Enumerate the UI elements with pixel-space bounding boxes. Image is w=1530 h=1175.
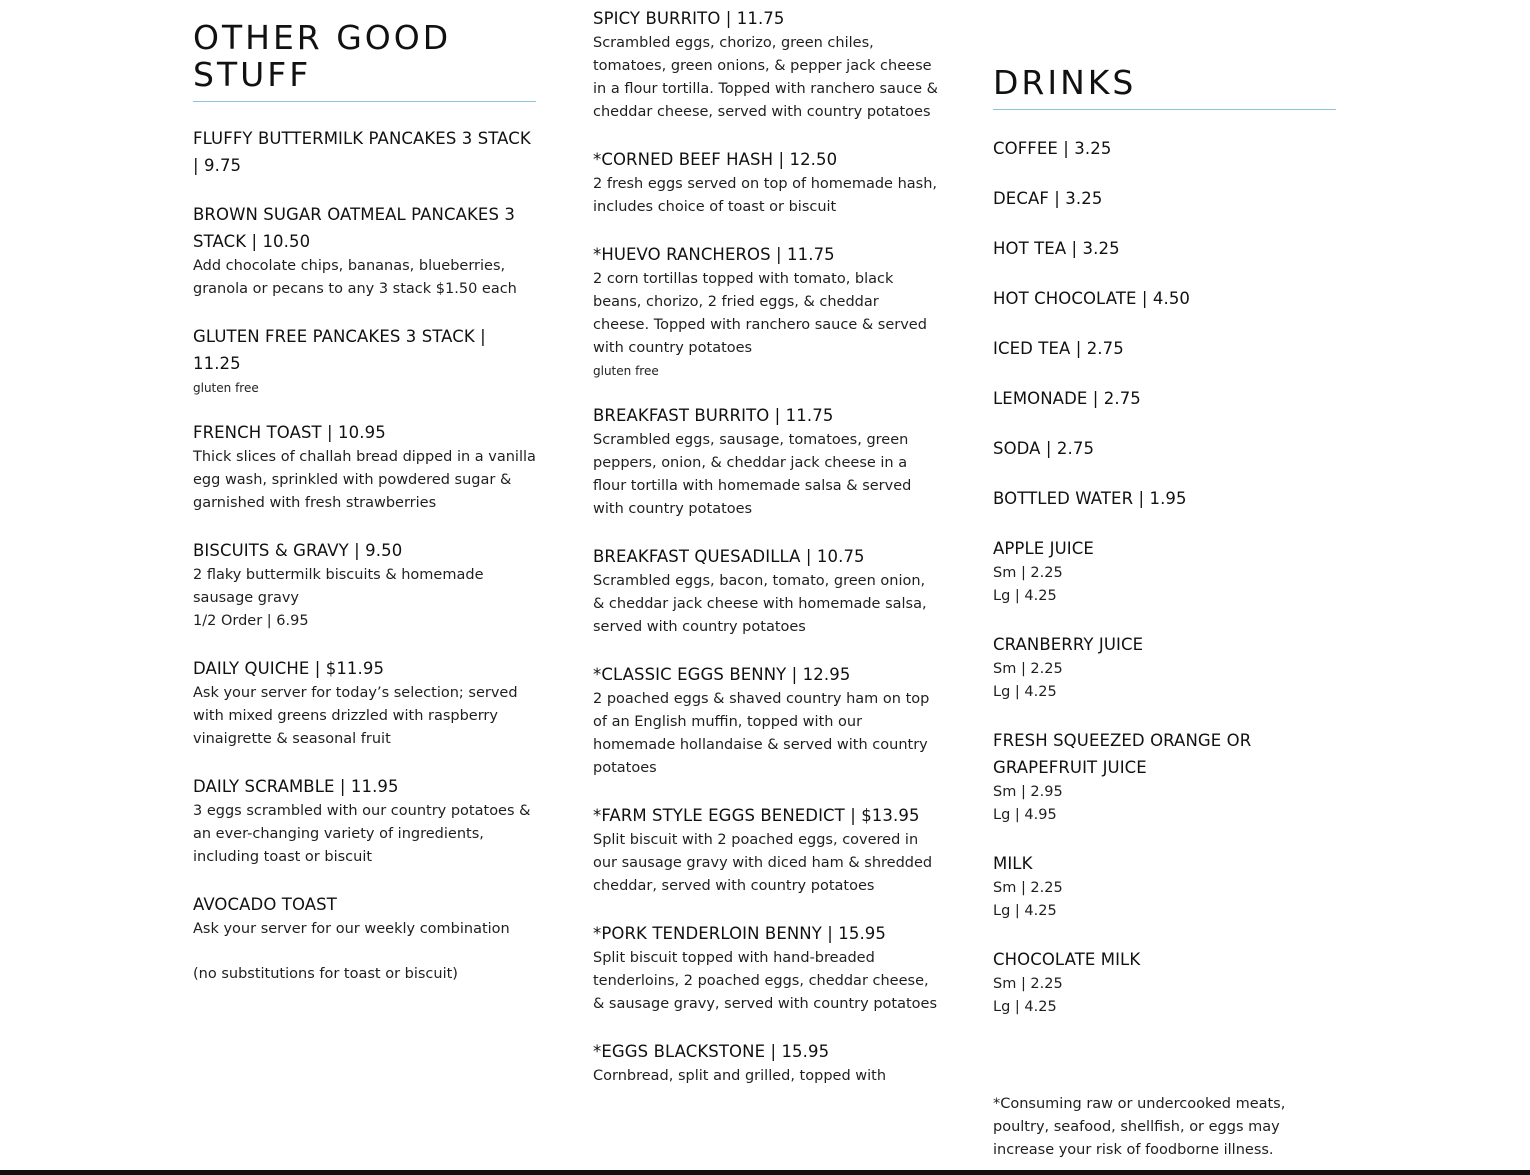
large-size-price: Lg | 4.95 [993, 807, 1057, 823]
small-size-price: Sm | 2.25 [993, 880, 1063, 896]
bottom-border [0, 1170, 1530, 1175]
large-size-price: Lg | 4.25 [993, 903, 1057, 919]
menu-item-description: 2 fresh eggs served on top of homemade hash, includes choice of toast or biscuit [593, 176, 938, 215]
menu-item [193, 655, 538, 751]
section-divider [993, 109, 1336, 110]
menu-item-title: SPICY BURRITO | 11.75 [593, 9, 785, 28]
menu-item [593, 241, 938, 380]
drink-item [993, 535, 1338, 608]
menu-item-list [193, 125, 538, 986]
menu-item-description: Split biscuit topped with hand-breaded tenderloins, 2 poached eggs, cheddar cheese, & sausage gravy, served with country potatoes [593, 950, 938, 1012]
menu-item-title: DAILY QUICHE | $11.95 [193, 659, 385, 678]
menu-item-description: Ask your server for our weekly combination [193, 921, 510, 937]
drink-item [993, 285, 1338, 312]
menu-item-description: Scrambled eggs, sausage, tomatoes, green peppers, onion, & cheddar jack cheese in a flour tortilla with homemade salsa & served with country potatoes [593, 432, 912, 517]
menu-item-description: Ask your server for today’s selection; served with mixed greens drizzled with raspberry vinaigrette & seasonal fruit [193, 685, 518, 747]
menu-item-title: BREAKFAST BURRITO | 11.75 [593, 406, 834, 425]
half-order-price: 1/2 Order | 6.95 [193, 613, 309, 629]
drink-title: APPLE JUICE [993, 539, 1094, 558]
drink-item [993, 850, 1338, 923]
drink-title: SODA | 2.75 [993, 439, 1095, 458]
menu-item [593, 802, 938, 898]
small-size-price: Sm | 2.25 [993, 976, 1063, 992]
drink-title: MILK [993, 854, 1033, 873]
drink-item [993, 185, 1338, 212]
menu-item [593, 402, 938, 521]
large-size-price: Lg | 4.25 [993, 999, 1057, 1015]
menu-item-description: 2 flaky buttermilk biscuits & homemade sausage gravy [193, 567, 484, 606]
menu-item [193, 773, 538, 869]
drink-title: LEMONADE | 2.75 [993, 389, 1141, 408]
menu-item-description: 2 poached eggs & shaved country ham on top of an English muffin, topped with our homemade hollandaise & served with country potatoes [593, 691, 930, 776]
drink-title: FRESH SQUEEZED ORANGE OR GRAPEFRUIT JUICE [993, 731, 1252, 777]
drink-item [993, 435, 1338, 462]
menu-item-title: *CLASSIC EGGS BENNY | 12.95 [593, 665, 851, 684]
menu-item [193, 419, 538, 515]
drink-item [993, 135, 1338, 162]
drink-item [993, 335, 1338, 362]
menu-item-list [593, 5, 938, 1110]
menu-item-description: 2 corn tortillas topped with tomato, black beans, chorizo, 2 fried eggs, & cheddar cheese. Topped with ranchero sauce & served with country potatoes [593, 271, 927, 356]
drinks-list [993, 135, 1338, 1042]
menu-item-title: *CORNED BEEF HASH | 12.50 [593, 150, 838, 169]
menu-item [193, 323, 538, 397]
drink-item [993, 727, 1338, 827]
small-size-price: Sm | 2.95 [993, 784, 1063, 800]
menu-item [193, 201, 538, 301]
drink-item [993, 946, 1338, 1019]
menu-item-title: FRENCH TOAST | 10.95 [193, 423, 386, 442]
drink-title: BOTTLED WATER | 1.95 [993, 489, 1187, 508]
menu-item-title: AVOCADO TOAST [193, 895, 337, 914]
drink-title: HOT TEA | 3.25 [993, 239, 1120, 258]
drink-title: COFFEE | 3.25 [993, 139, 1112, 158]
menu-item-title: GLUTEN FREE PANCAKES 3 STACK | 11.25 [193, 327, 486, 373]
section-divider [193, 101, 536, 102]
drink-title: HOT CHOCOLATE | 4.50 [993, 289, 1191, 308]
menu-item-title: FLUFFY BUTTERMILK PANCAKES 3 STACK | 9.75 [193, 129, 531, 175]
menu-item-title: DAILY SCRAMBLE | 11.95 [193, 777, 399, 796]
menu-item-description: Thick slices of challah bread dipped in a vanilla egg wash, sprinkled with powdered sugar & garnished with fresh strawberries [193, 449, 536, 511]
small-size-price: Sm | 2.25 [993, 661, 1063, 677]
menu-item-description: Split biscuit with 2 poached eggs, covered in our sausage gravy with diced ham & shredded cheddar, served with country potatoes [593, 832, 933, 894]
large-size-price: Lg | 4.25 [993, 684, 1057, 700]
menu-item-title: BROWN SUGAR OATMEAL PANCAKES 3 STACK | 10.50 [193, 205, 515, 251]
menu-item [193, 537, 538, 633]
menu-item-title: *FARM STYLE EGGS BENEDICT | $13.95 [593, 806, 920, 825]
menu-item-title: BISCUITS & GRAVY | 9.50 [193, 541, 403, 560]
menu-item-title: *PORK TENDERLOIN BENNY | 15.95 [593, 924, 886, 943]
menu-item [593, 5, 938, 124]
drink-item [993, 235, 1338, 262]
section-title-other-good-stuff: OTHER GOOD STUFF [193, 18, 452, 94]
menu-item [593, 543, 938, 639]
menu-item-title: *EGGS BLACKSTONE | 15.95 [593, 1042, 830, 1061]
dietary-tag: gluten free [593, 364, 659, 378]
dietary-tag: gluten free [193, 381, 259, 395]
small-size-price: Sm | 2.25 [993, 565, 1063, 581]
drink-title: ICED TEA | 2.75 [993, 339, 1124, 358]
menu-item-description: Scrambled eggs, bacon, tomato, green onion, & cheddar jack cheese with homemade salsa, served with country potatoes [593, 573, 927, 635]
menu-item [593, 920, 938, 1016]
menu-item [193, 125, 538, 179]
menu-item-title: BREAKFAST QUESADILLA | 10.75 [593, 547, 865, 566]
menu-item-description: Cornbread, split and grilled, topped with [593, 1068, 887, 1084]
drink-title: CHOCOLATE MILK [993, 950, 1141, 969]
section-title-drinks: DRINKS [993, 63, 1137, 102]
food-safety-footnote: *Consuming raw or undercooked meats, poultry, seafood, shellfish, or eggs may increase your risk of foodborne illness. [993, 1096, 1286, 1158]
drink-title: DECAF | 3.25 [993, 189, 1103, 208]
drink-item [993, 385, 1338, 412]
menu-item-description: 3 eggs scrambled with our country potatoes & an ever-changing variety of ingredients, including toast or biscuit [193, 803, 531, 865]
drink-title: CRANBERRY JUICE [993, 635, 1144, 654]
menu-item [593, 146, 938, 219]
substitution-note: (no substitutions for toast or biscuit) [193, 966, 458, 982]
large-size-price: Lg | 4.25 [993, 588, 1057, 604]
menu-item-title: *HUEVO RANCHEROS | 11.75 [593, 245, 835, 264]
menu-item-description: Scrambled eggs, chorizo, green chiles, tomatoes, green onions, & pepper jack cheese in a flour tortilla. Topped with ranchero sauce & cheddar cheese, served with country potatoes [593, 35, 938, 120]
menu-item [593, 661, 938, 780]
menu-item [593, 1038, 938, 1088]
drink-item [993, 485, 1338, 512]
drink-item [993, 631, 1338, 704]
menu-item-description: Add chocolate chips, bananas, blueberries, granola or pecans to any 3 stack $1.50 each [193, 258, 517, 297]
menu-item [193, 891, 538, 941]
